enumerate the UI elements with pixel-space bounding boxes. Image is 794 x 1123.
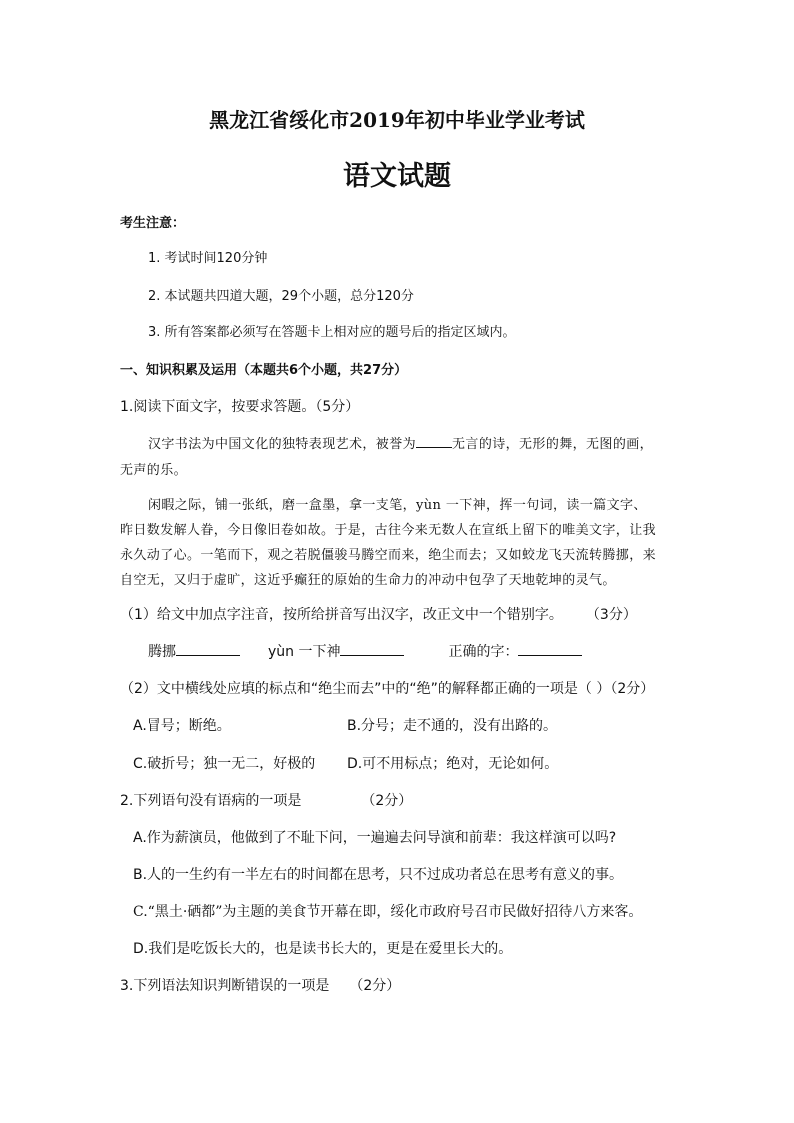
q2-option-b[interactable]: B.人的一生约有一半左右的时间都在思考，只不过成功者总在思考有意义的事。	[133, 867, 624, 883]
q1-sub2-option-b[interactable]: B.分号；走不通的，没有出路的。	[347, 718, 558, 734]
q1-sub2-option-d[interactable]: D.可不用标点；绝对，无论如何。	[347, 756, 559, 772]
answer-blank[interactable]	[340, 643, 404, 656]
q1-stem: 1.阅读下面文字，按要求答题。（5分）	[120, 399, 360, 415]
q3-score: （2分）	[349, 978, 401, 994]
answer-blank[interactable]	[518, 643, 582, 656]
notice-item-3: 3. 所有答案都必须写在答题卡上相对应的题号后的指定区域内。	[148, 325, 516, 340]
exam-title: 黑龙江省绥化市2019年初中毕业学业考试	[209, 108, 585, 132]
answer-label-tengnuo: 腾挪	[148, 644, 176, 660]
q2-option-a[interactable]: A.作为薪演员，他做到了不耻下问，一遍遍去问导演和前辈：我这样演可以吗?	[133, 830, 617, 846]
exam-subtitle: 语文试题	[343, 161, 451, 192]
q1-passage2-line-3: 永久动了心。一笔而下，观之若脱僵骏马腾空而来，绝尘而去；又如蛟龙飞天流转腾挪，来	[120, 548, 657, 563]
notice-heading: 考生注意：	[120, 216, 186, 231]
q2-stem-text: 2.下列语句没有语病的一项是	[120, 793, 302, 809]
q1-sub2-option-a[interactable]: A.冒号；断绝。	[133, 718, 231, 734]
q1-passage-line-2: 无声的乐。	[120, 463, 188, 478]
q1-sub1-text: （1）给文中加点字注音，按所给拼音写出汉字，改正文中一个错别字。	[120, 607, 563, 623]
q2-option-d[interactable]: D.我们是吃饭长大的，也是读书长大的，更是在爱里长大的。	[133, 941, 513, 957]
answer-label-correct-char: 正确的字：	[448, 644, 519, 660]
q1-sub1-answers	[148, 641, 582, 661]
q3-stem-text: 3.下列语法知识判断错误的一项是	[120, 978, 330, 994]
q1-sub1-score: （3分）	[592, 607, 637, 623]
section-1-heading: 一、知识积累及运用（本题共6个小题，共27分）	[120, 363, 408, 378]
q2-option-c[interactable]: C.“黑土·硒都”为主题的美食节开幕在即，绥化市政府号召市民做好招待八方来客。	[133, 904, 643, 920]
answer-label-yun: yùn 一下神	[268, 644, 341, 660]
q2-stem	[120, 790, 412, 810]
answer-blank[interactable]	[176, 643, 240, 656]
q2-score: （2分）	[361, 793, 413, 809]
q1-sub2-stem: （2）文中横线处应填的标点和“绝尘而去”中的“绝”的解释都正确的一项是（ ）（2分）	[120, 681, 655, 697]
q1-passage2-line-2: 昨日数发解人眷，今日像旧卷如故。于是，古往今来无数人在宣纸上留下的唯美文字，让我	[120, 523, 657, 538]
q1-passage2-line-4: 自空无，又归于虚旷，这近乎癫狂的原始的生命力的冲动中包孕了天地乾坤的灵气。	[120, 573, 616, 588]
answer-blank	[416, 435, 452, 448]
notice-item-1: 1. 考试时间120分钟	[148, 251, 268, 266]
q1-passage2-line-1: 闲暇之际，铺一张纸，磨一盒墨，拿一支笔，yùn 一下神，挥一句词，读一篇文字、	[148, 498, 647, 513]
q1-passage-line-1	[148, 433, 653, 452]
q1-passage-text-b: 无言的诗，无形的舞，无图的画，	[452, 437, 654, 452]
q1-sub1-stem	[120, 604, 637, 624]
q1-sub2-option-c[interactable]: C.破折号；独一无二，好极的	[133, 756, 316, 772]
q1-passage-text-a: 汉字书法为中国文化的独特表现艺术，被誉为	[148, 437, 417, 452]
notice-item-2: 2. 本试题共四道大题，29个小题，总分120分	[148, 289, 414, 304]
q3-stem	[120, 975, 400, 995]
